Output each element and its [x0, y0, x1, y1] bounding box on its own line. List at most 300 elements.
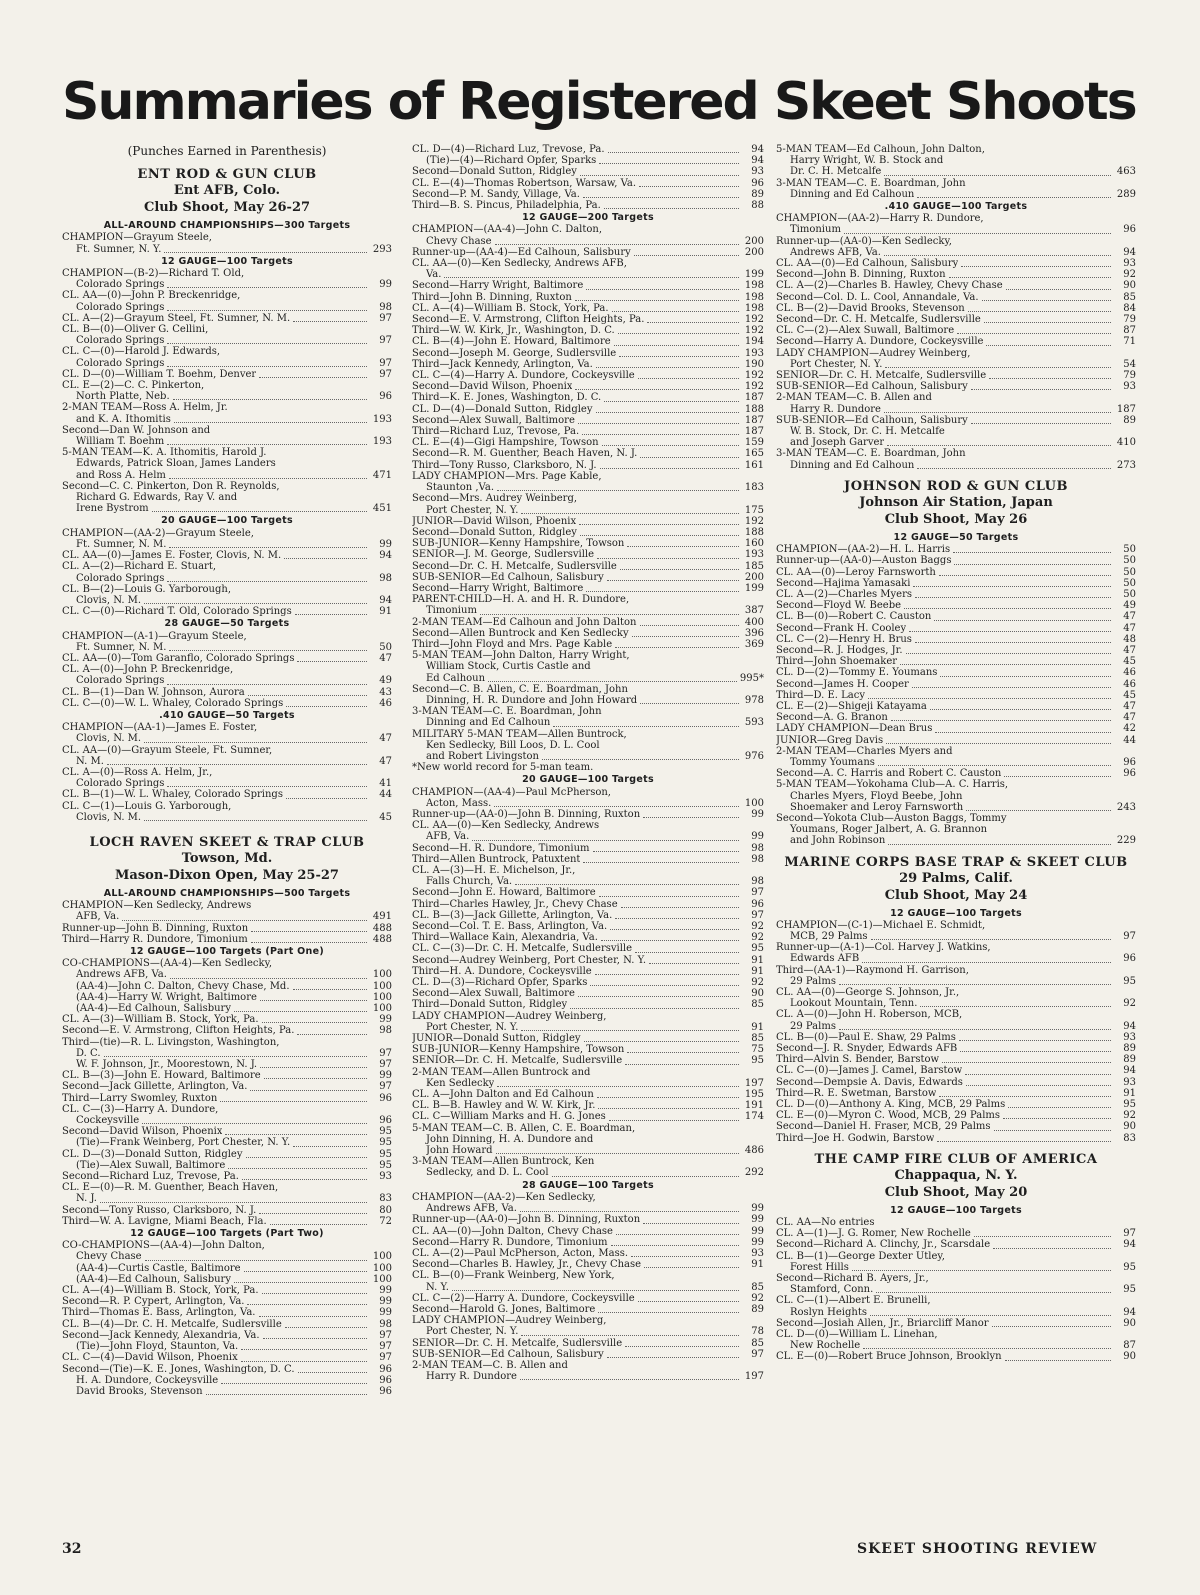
- result-line: CO-CHAMPIONS—(AA-4)—John Dalton,: [62, 1240, 265, 1252]
- result-row: [776, 679, 1136, 690]
- gauge-heading: 12 GAUGE—100 Targets (Part One): [129, 945, 325, 957]
- result-name: CL. E—(4)—Thomas Robertson, Warsaw, Va.: [412, 177, 637, 189]
- dot-leader: [169, 547, 367, 548]
- result-name: John Howard: [426, 1145, 493, 1157]
- result-row: [62, 812, 392, 823]
- result-score: 47: [379, 652, 392, 664]
- result-row: [776, 712, 1136, 723]
- club-location-ent: Ent AFB, Colo.: [173, 183, 281, 199]
- result-row: [62, 503, 392, 514]
- dot-leader: [631, 1256, 739, 1257]
- dot-leader: [452, 1290, 739, 1291]
- result-row: [412, 1214, 764, 1225]
- dot-leader: [612, 311, 739, 312]
- result-score: 99: [751, 831, 764, 843]
- dot-leader: [520, 1211, 739, 1212]
- result-name: Third—Allen Buntrock, Patuxtent: [412, 853, 581, 865]
- results-loch-continued-2: [776, 144, 1136, 471]
- result-name: CL. D—(3)—Donald Sutton, Ridgley: [62, 1148, 243, 1160]
- result-score: 89: [1123, 414, 1136, 426]
- result-line: Second—Dan W. Johnson and: [62, 424, 211, 436]
- result-row: [62, 1048, 392, 1059]
- result-name: CL. B—(1)—W. L. Whaley, Colorado Springs: [62, 789, 283, 801]
- result-name: CL. E—(2)—Shigeji Katayama: [776, 700, 927, 712]
- dot-leader: [284, 558, 367, 559]
- result-score: 96: [751, 898, 764, 910]
- result-row: [412, 921, 764, 932]
- result-score: 95: [1123, 1099, 1136, 1111]
- result-row: [412, 1078, 764, 1089]
- result-name: N. J.: [76, 1193, 97, 1205]
- result-row: [412, 1055, 764, 1066]
- result-row: [412, 695, 764, 706]
- result-line: John Dinning, H. A. Dundore and: [426, 1133, 594, 1145]
- result-score: 94: [379, 550, 392, 562]
- result-name: Ft. Sumner, N. Y.: [76, 243, 162, 255]
- dot-leader: [297, 661, 367, 662]
- dot-leader: [170, 978, 367, 979]
- club-location-johnson: Johnson Air Station, Japan: [859, 494, 1053, 510]
- result-name: CL. A—(2)—Paul McPherson, Acton, Mass.: [412, 1247, 629, 1259]
- result-row: [412, 189, 764, 200]
- result-row: [776, 578, 1136, 589]
- result-row: [62, 969, 392, 980]
- result-score: 185: [744, 560, 764, 572]
- dot-leader: [915, 597, 1111, 598]
- result-line: CL. E—(2)—C. C. Pinkerton,: [62, 380, 205, 392]
- result-row: [776, 555, 1136, 566]
- gauge-heading: 12 GAUGE—200 Targets: [522, 212, 654, 224]
- result-name: SENIOR—Dr. C. H. Metcalfe, Sudlersville: [776, 370, 987, 382]
- result-score: 96: [379, 1092, 392, 1104]
- result-score: 98: [379, 1318, 392, 1330]
- result-name: Clovis, N. M.: [76, 733, 142, 745]
- result-score: 243: [1116, 801, 1136, 813]
- result-name: CL. C—William Marks and H. G. Jones: [412, 1111, 606, 1123]
- result-score: 44: [379, 789, 392, 801]
- result-line: CL. A—(2)—Richard E. Stuart,: [62, 561, 217, 573]
- result-name: Clovis, N. M.: [76, 594, 142, 606]
- result-score: 187: [744, 392, 764, 404]
- result-line: 3-MAN TEAM—C. E. Boardman, John: [412, 706, 602, 718]
- result-name: Runner-up—(AA-0)—Auston Baggs: [776, 555, 952, 567]
- result-name: (Tie)—(4)—Richard Opfer, Sparks: [426, 155, 597, 167]
- result-name: Second—Harry R. Dundore, Timonium: [412, 1236, 608, 1248]
- dot-leader: [250, 1090, 367, 1091]
- dot-leader: [968, 311, 1111, 312]
- result-row: [62, 1364, 392, 1375]
- gauge-heading: 20 GAUGE—100 Targets: [161, 515, 293, 527]
- dot-leader: [643, 817, 739, 818]
- result-row: [776, 258, 1136, 269]
- result-score: 85: [751, 1337, 764, 1349]
- dot-leader: [940, 676, 1111, 677]
- dot-leader: [852, 1270, 1111, 1271]
- result-name: CL. C—(4)—Harry A. Dundore, Cockeysville: [412, 370, 635, 382]
- dot-leader: [259, 1316, 368, 1317]
- result-row: [412, 144, 764, 155]
- result-name: CL. A—John Dalton and Ed Calhoun: [412, 1089, 594, 1101]
- result-name: SENIOR—Dr. C. H. Metcalfe, Sudlersville: [412, 1055, 623, 1067]
- result-score: 94: [1123, 246, 1136, 258]
- result-row: [776, 634, 1136, 645]
- result-score: 54: [1123, 358, 1136, 370]
- result-score: 99: [751, 1225, 764, 1237]
- result-row: [412, 1237, 764, 1248]
- result-row: [776, 1262, 1136, 1273]
- result-name: Dinning and Ed Calhoun: [790, 188, 915, 200]
- result-row: [62, 1216, 392, 1227]
- dot-leader: [974, 1236, 1111, 1237]
- results-campfire: [776, 1205, 1136, 1363]
- gauge-heading: .410 GAUGE—50 Targets: [159, 709, 295, 721]
- result-score: 99: [379, 279, 392, 291]
- result-row: [776, 404, 1136, 415]
- results-loch: [62, 888, 392, 1397]
- result-name: Lookout Mountain, Tenn.: [790, 998, 918, 1010]
- result-line: 2-MAN TEAM—Allen Buntrock and: [412, 1066, 591, 1078]
- result-row: [776, 735, 1136, 746]
- club-name-campfire: THE CAMP FIRE CLUB OF AMERICA: [814, 1151, 1098, 1167]
- dot-leader: [575, 300, 739, 301]
- result-row: [776, 359, 1136, 370]
- result-row: [62, 1003, 392, 1014]
- result-name: CL. AA—(0)—Ed Calhoun, Salisbury: [776, 258, 959, 270]
- result-score: 93: [1123, 1031, 1136, 1043]
- club-event-marine: Club Shoot, May 24: [884, 887, 1028, 903]
- dot-leader: [579, 524, 739, 525]
- result-name: Third—D. E. Lacy: [776, 689, 866, 701]
- result-row: [62, 756, 392, 767]
- dot-leader: [891, 720, 1111, 721]
- result-name: Staunton ,Va.: [426, 482, 494, 494]
- result-score: 85: [751, 999, 764, 1011]
- dot-leader: [167, 444, 367, 445]
- result-score: 98: [751, 876, 764, 888]
- result-score: 198: [744, 291, 764, 303]
- dot-leader: [167, 310, 367, 311]
- result-row: [412, 1248, 764, 1259]
- result-row: [776, 314, 1136, 325]
- result-score: 50: [1123, 544, 1136, 556]
- result-name: SENIOR—Dr. C. H. Metcalfe, Sudlersville: [412, 1337, 623, 1349]
- result-name: (AA-4)—Ed Calhoun, Salisbury: [76, 1003, 231, 1014]
- result-score: 292: [744, 1167, 764, 1179]
- dot-leader: [935, 732, 1111, 733]
- result-row: [776, 1133, 1136, 1144]
- result-row: [412, 561, 764, 572]
- result-name: Third—John B. Dinning, Ruxton: [412, 291, 572, 303]
- result-line: PARENT-CHILD—H. A. and H. R. Dundore,: [412, 594, 630, 606]
- result-score: 50: [379, 641, 392, 653]
- result-row: [412, 583, 764, 594]
- result-score: 273: [1116, 459, 1136, 471]
- result-line: CL. B—(0)—Oliver G. Cellini,: [62, 324, 209, 336]
- result-line: CHAMPION—(C-1)—Michael E. Schmidt,: [776, 919, 986, 931]
- result-score: 97: [379, 335, 392, 347]
- dot-leader: [863, 1348, 1111, 1349]
- dot-leader: [643, 1223, 739, 1224]
- club-location-campfire: Chappaqua, N. Y.: [894, 1167, 1018, 1183]
- result-name: Second—Charles B. Hawley, Jr., Chevy Chase: [412, 1259, 642, 1271]
- dot-leader: [221, 1383, 367, 1384]
- result-name: Roslyn Heights: [790, 1306, 867, 1318]
- result-row: [62, 981, 392, 992]
- result-name: MCB, 29 Palms: [790, 930, 868, 942]
- result-score: 289: [1116, 188, 1136, 200]
- dot-leader: [596, 367, 739, 368]
- result-row: [776, 656, 1136, 667]
- result-name: CL. B—B. Hawley and W. W. Kirk, Jr.: [412, 1100, 596, 1112]
- dot-leader: [598, 1312, 739, 1313]
- result-row: [776, 768, 1136, 779]
- result-row: [412, 1371, 764, 1382]
- result-name: Second—David Wilson, Phoenix: [412, 381, 573, 393]
- result-row: [62, 1263, 392, 1274]
- dot-leader: [521, 513, 739, 514]
- result-score: 99: [751, 1236, 764, 1248]
- result-row: [412, 404, 764, 415]
- result-row: [62, 1070, 392, 1081]
- dot-leader: [607, 1357, 739, 1358]
- result-row: [776, 567, 1136, 578]
- result-score: 193: [372, 436, 392, 448]
- dot-leader: [145, 1260, 367, 1261]
- result-name: Port Chester, N. Y.: [426, 1326, 519, 1338]
- result-name: D. C.: [76, 1047, 101, 1059]
- result-score: 387: [744, 605, 764, 617]
- dot-leader: [887, 445, 1111, 446]
- result-row: [62, 244, 392, 255]
- result-score: 97: [379, 1352, 392, 1364]
- result-row: [412, 348, 764, 359]
- dot-leader: [488, 681, 737, 682]
- dot-leader: [295, 614, 367, 615]
- result-line: CO-CHAMPIONS—(AA-4)—Ken Sedlecky,: [62, 958, 273, 970]
- dot-leader: [986, 345, 1111, 346]
- result-row: [62, 1126, 392, 1137]
- dot-leader: [228, 1168, 367, 1169]
- result-name: Falls Church, Va.: [426, 876, 513, 888]
- result-name: Second—Richard A. Clinchy, Jr., Scarsdale: [776, 1239, 991, 1251]
- result-row: [412, 247, 764, 258]
- result-score: 190: [744, 358, 764, 370]
- result-score: 96: [1123, 756, 1136, 768]
- result-score: 95: [379, 1137, 392, 1149]
- result-row: [412, 426, 764, 437]
- dot-leader: [965, 1074, 1111, 1075]
- club-name-marine: MARINE CORPS BASE TRAP & SKEET CLUB: [784, 854, 1128, 870]
- result-row: [62, 992, 392, 1003]
- result-score: 191: [744, 1100, 764, 1112]
- result-name: 2-MAN TEAM—Ed Calhoun and John Dalton: [412, 616, 637, 628]
- result-row: [776, 336, 1136, 347]
- result-score: 80: [379, 1204, 392, 1216]
- result-name: Second—Col. D. L. Cool, Annandale, Va.: [776, 291, 979, 303]
- result-row: [412, 292, 764, 303]
- result-score: 91: [1123, 1087, 1136, 1099]
- results-marine: [776, 908, 1136, 1144]
- result-name: LADY CHAMPION—Dean Brus: [776, 723, 933, 735]
- result-row: [412, 549, 764, 560]
- result-name: Timonium: [790, 224, 841, 236]
- result-line: CL. B—(1)—George Dexter Utley,: [776, 1250, 945, 1262]
- result-name: Second—Alex Suwall, Baltimore: [412, 414, 575, 426]
- result-row: [412, 639, 764, 650]
- result-score: 92: [751, 921, 764, 933]
- result-row: [412, 392, 764, 403]
- result-name: CL. E—(4)—Gigi Hampshire, Towson: [412, 437, 599, 449]
- result-row: [776, 280, 1136, 291]
- dot-leader: [580, 175, 739, 176]
- result-score: 369: [744, 638, 764, 650]
- result-row: [776, 600, 1136, 611]
- dot-leader: [586, 289, 739, 290]
- result-score: 95: [1123, 975, 1136, 987]
- result-row: [412, 178, 764, 189]
- dot-leader: [173, 399, 367, 400]
- result-name: Colorado Springs: [76, 301, 165, 313]
- result-score: 90: [1123, 1351, 1136, 1363]
- dot-leader: [917, 468, 1111, 469]
- result-name: Second—Daniel H. Fraser, MCB, 29 Palms: [776, 1121, 991, 1133]
- result-name: and Robert Livingston: [426, 750, 539, 762]
- result-line: 5-MAN TEAM—Yokohama Club—A. C. Harris,: [776, 779, 1009, 791]
- result-line: 5-MAN TEAM—Ed Calhoun, John Dalton,: [776, 144, 985, 155]
- dot-leader: [888, 844, 1111, 845]
- result-name: CL. A—(2)—Charles Myers: [776, 588, 913, 600]
- result-name: Second—Josiah Allen, Jr., Briarcliff Manor: [776, 1317, 989, 1329]
- result-row: [412, 381, 764, 392]
- dot-leader: [909, 631, 1111, 632]
- result-row: [412, 999, 764, 1010]
- dot-leader: [100, 1202, 367, 1203]
- dot-leader: [627, 1052, 739, 1053]
- dot-leader: [542, 759, 739, 760]
- result-score: 85: [1123, 291, 1136, 303]
- result-name: Second—P. M. Sandy, Village, Va.: [412, 188, 580, 200]
- result-score: 92: [1123, 998, 1136, 1010]
- result-name: CL. D—(0)—Anthony A. King, MCB, 29 Palms: [776, 1099, 1006, 1111]
- result-name: and Ross A. Helm: [76, 469, 166, 481]
- dot-leader: [582, 434, 739, 435]
- result-score: 188: [744, 403, 764, 415]
- result-name: CL. D—(0)—William T. Boehm, Denver: [62, 368, 257, 380]
- result-row: [776, 166, 1136, 177]
- result-name: Port Chester, N. Y.: [426, 1021, 519, 1033]
- gauge-heading: .410 GAUGE—100 Targets: [884, 201, 1028, 213]
- dot-leader: [607, 580, 739, 581]
- result-row: [412, 887, 764, 898]
- result-row: [776, 370, 1136, 381]
- result-row: [62, 934, 392, 945]
- dot-leader: [593, 851, 739, 852]
- dot-leader: [971, 423, 1111, 424]
- result-row: [776, 325, 1136, 336]
- dot-leader: [917, 197, 1111, 198]
- result-row: [776, 1110, 1136, 1121]
- club-location-loch: Towson, Md.: [181, 850, 273, 866]
- gauge-heading: 12 GAUGE—100 Targets (Part Two): [130, 1228, 324, 1240]
- result-line: CL. D—(0)—William L. Linehan,: [776, 1329, 938, 1341]
- dot-leader: [107, 764, 367, 765]
- dot-leader: [590, 985, 739, 986]
- dot-leader: [638, 1301, 739, 1302]
- result-line: CL. C—(1)—Albert E. Brunelli,: [776, 1295, 931, 1307]
- result-name: CL. C—(3)—Dr. C. H. Metcalfe, Sudlersville: [412, 943, 633, 955]
- result-line: CHAMPION—(AA-2)—Grayum Steele,: [62, 527, 254, 539]
- dot-leader: [575, 389, 739, 390]
- result-row: [412, 831, 764, 842]
- result-line: CHAMPION—(A-1)—Grayum Steele,: [62, 630, 247, 642]
- dot-leader: [961, 266, 1111, 267]
- dot-leader: [616, 1234, 739, 1235]
- result-name: Second—Donald Sutton, Ridgley: [412, 526, 577, 538]
- result-score: 79: [1123, 314, 1136, 326]
- result-score: 88: [751, 200, 764, 212]
- dot-leader: [220, 1101, 367, 1102]
- dot-leader: [270, 1224, 367, 1225]
- result-name: Chevy Chase: [76, 1251, 142, 1263]
- result-row: [412, 236, 764, 247]
- dot-leader: [937, 1141, 1111, 1142]
- result-score: 47: [1123, 700, 1136, 712]
- result-row: [776, 1307, 1136, 1318]
- result-row: [412, 1282, 764, 1293]
- dot-leader: [1006, 289, 1111, 290]
- result-name: CL. A—(2)—Charles B. Hawley, Chevy Chase: [776, 280, 1003, 292]
- result-name: Dr. C. H. Metcalfe: [790, 166, 882, 178]
- result-name: Third—Jack Kennedy, Arlington, Va.: [412, 358, 593, 370]
- result-name: Second—David Wilson, Phoenix: [62, 1126, 223, 1138]
- result-name: 29 Palms: [790, 1020, 836, 1032]
- dot-leader: [167, 581, 367, 582]
- result-name: Third—Thomas E. Bass, Arlington, Va.: [62, 1307, 256, 1319]
- dot-leader: [601, 940, 739, 941]
- result-name: CL. A—(1)—J. G. Romer, New Rochelle: [776, 1228, 971, 1240]
- result-name: Third—John Shoemaker: [776, 656, 898, 668]
- result-score: 95: [1123, 1284, 1136, 1296]
- result-score: 96: [379, 1363, 392, 1375]
- result-line: Second—C. C. Pinkerton, Don R. Reynolds,: [62, 480, 280, 492]
- result-score: 410: [1116, 437, 1136, 449]
- result-line: CL. AA—No entries: [776, 1217, 875, 1229]
- dot-leader: [609, 1120, 739, 1121]
- result-score: 100: [372, 1003, 392, 1014]
- result-name: William T. Boehm: [76, 436, 165, 448]
- result-row: [776, 623, 1136, 634]
- result-name: Colorado Springs: [76, 675, 165, 687]
- result-line: CHAMPION—(AA-2)—Harry R. Dundore,: [776, 213, 984, 225]
- dot-leader: [876, 1292, 1111, 1293]
- result-name: Second—A. G. Branon: [776, 712, 888, 724]
- result-row: [776, 701, 1136, 712]
- result-row: [412, 1326, 764, 1337]
- result-name: Third—Wallace Kain, Alexandria, Va.: [412, 932, 598, 944]
- result-row: [62, 335, 392, 346]
- result-score: 45: [379, 811, 392, 823]
- result-score: 99: [379, 1296, 392, 1308]
- result-name: Colorado Springs: [76, 279, 165, 291]
- result-score: 97: [751, 909, 764, 921]
- result-score: 91: [751, 965, 764, 977]
- result-row: [776, 1077, 1136, 1088]
- result-name: Ken Sedlecky: [426, 1077, 495, 1089]
- result-name: CL. C—(0)—James J. Camel, Barstow: [776, 1065, 963, 1077]
- dot-leader: [520, 1379, 739, 1380]
- result-name: Second—A. C. Harris and Robert C. Causton: [776, 768, 1002, 780]
- dot-leader: [884, 255, 1111, 256]
